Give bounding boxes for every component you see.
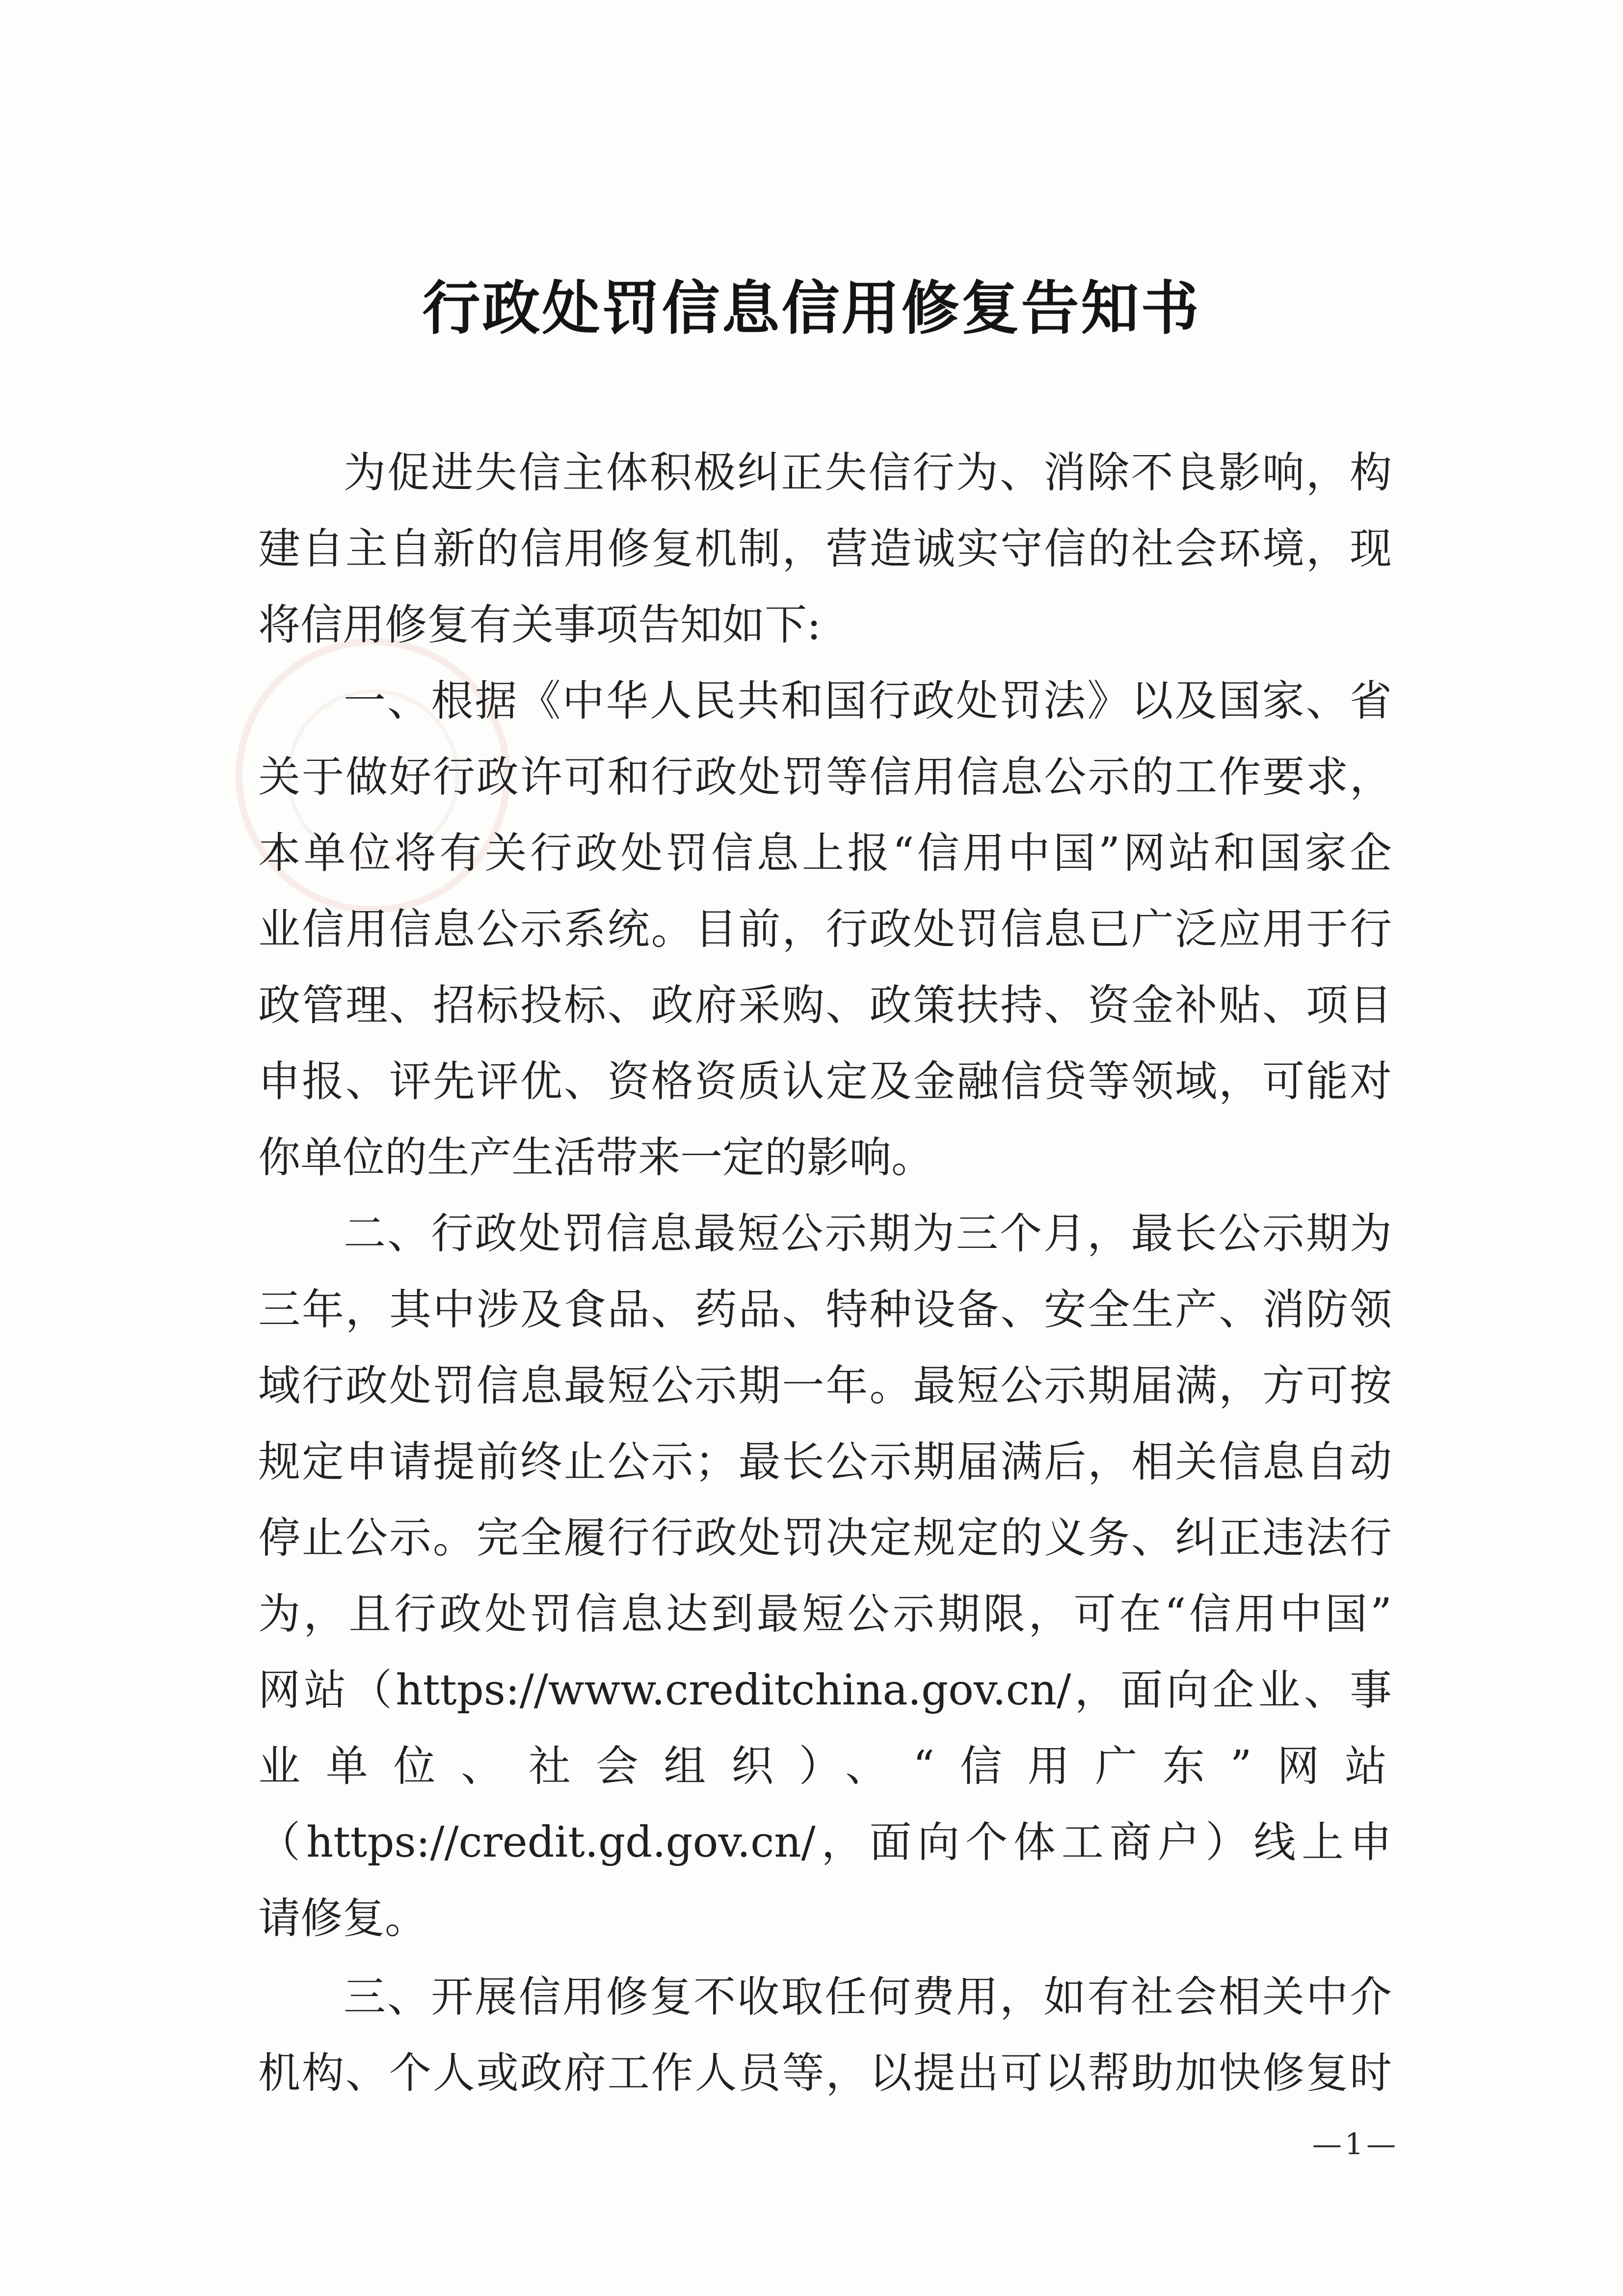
paragraph-line: 二、行政处罚信息最短公示期为三个月，最长公示期为 xyxy=(344,1209,1392,1258)
paragraph-line: 将信用修复有关事项告知如下: xyxy=(258,600,821,649)
paragraph-line: 本单位将有关行政处罚信息上报“信用中国”网站和国家企 xyxy=(258,829,1392,878)
paragraph-line: 三年，其中涉及食品、药品、特种设备、安全生产、消防领 xyxy=(258,1285,1392,1334)
paragraph-line: 网站（https://www.creditchina.gov.cn/，面向企业、事 xyxy=(258,1666,1392,1715)
paragraph-line: 域行政处罚信息最短公示期一年。最短公示期届满，方可按 xyxy=(258,1361,1392,1410)
paragraph-line: 规定申请提前终止公示；最长公示期届满后，相关信息自动 xyxy=(258,1437,1392,1486)
paragraph-line: 为促进失信主体积极纠正失信行为、消除不良影响，构 xyxy=(344,448,1392,497)
paragraph-line: 政管理、招标投标、政府采购、政策扶持、资金补贴、项目 xyxy=(258,981,1392,1030)
page-number: —1— xyxy=(1312,2127,1399,2161)
paragraph-line: 建自主自新的信用修复机制，营造诚实守信的社会环境，现 xyxy=(258,524,1392,573)
paragraph-line: 关于做好行政许可和行政处罚等信用信息公示的工作要求， xyxy=(258,753,1392,802)
paragraph-line: 业单位、社会组织）、“信用广东”网站 xyxy=(258,1742,1392,1791)
paragraph-line: 请修复。 xyxy=(258,1894,427,1943)
paragraph-line: 三、开展信用修复不收取任何费用，如有社会相关中介 xyxy=(344,1972,1392,2022)
paragraph-line: 一、根据《中华人民共和国行政处罚法》以及国家、省 xyxy=(344,676,1392,726)
paragraph-line: 业信用信息公示系统。目前，行政处罚信息已广泛应用于行 xyxy=(258,905,1392,954)
paragraph-line: （https://credit.gd.gov.cn/，面向个体工商户）线上申 xyxy=(258,1818,1392,1867)
paragraph-line: 你单位的生产生活带来一定的影响。 xyxy=(258,1133,933,1182)
document-title: 行政处罚信息信用修复告知书 xyxy=(422,274,1201,342)
paragraph-line: 机构、个人或政府工作人员等，以提出可以帮助加快修复时 xyxy=(258,2049,1392,2098)
paragraph-line: 停止公示。完全履行行政处罚决定规定的义务、纠正违法行 xyxy=(258,1513,1392,1563)
paragraph-line: 为，且行政处罚信息达到最短公示期限，可在“信用中国” xyxy=(258,1590,1392,1639)
paragraph-line: 申报、评先评优、资格资质认定及金融信贷等领域，可能对 xyxy=(258,1057,1392,1106)
